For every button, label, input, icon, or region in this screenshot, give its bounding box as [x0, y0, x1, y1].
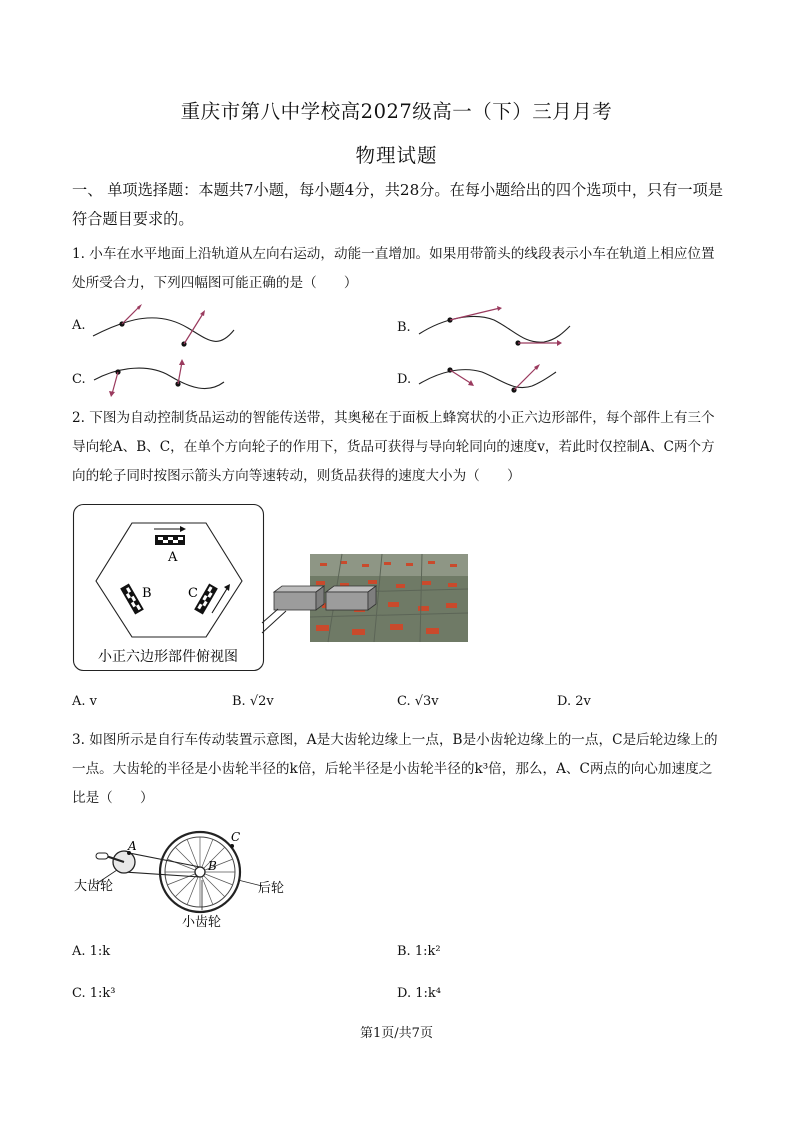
big-sprocket-label: 大齿轮 — [74, 879, 114, 894]
wheel-b-label: B — [142, 586, 152, 601]
q2-figure — [72, 503, 472, 675]
wheel-a — [154, 526, 186, 545]
section-heading: 一、 单项选择题：本题共7小题，每小题4分，共28分。在每小题给出的四个选项中，只有一项是符合题目要求的。 — [72, 181, 723, 228]
q3-option-c: C. 1:k³ — [72, 986, 116, 1001]
wheel-a-label: A — [168, 550, 178, 565]
point-a-label: A — [128, 839, 137, 853]
q3-bicycle-figure — [72, 826, 292, 932]
page-number: 第1页/共7页 — [360, 1026, 433, 1041]
q1-option-c-label: C. — [72, 372, 86, 387]
q1-option-c-diagram — [90, 356, 230, 400]
wheel-c-label: C — [188, 586, 198, 601]
q3-option-d: D. 1:k⁴ — [397, 986, 441, 1001]
question-1-text: 1. 小车在水平地面上沿轨道从左向右运动，动能一直增加。如果用带箭头的线段表示小车在轨道上相应位置处所受合力，下列四幅图可能正确的是（ ） — [72, 246, 715, 291]
rear-wheel-label: 后轮 — [258, 881, 285, 896]
q2-option-c: C. √3v — [397, 694, 439, 709]
figure-caption: 小正六边形部件俯视图 — [98, 649, 238, 665]
exam-title: 重庆市第八中学校高2027级高一（下）三月月考 — [180, 100, 613, 123]
point-c-label: C — [231, 830, 241, 844]
q1-option-d-label: D. — [397, 372, 412, 387]
small-sprocket-label: 小齿轮 — [182, 915, 222, 930]
q1-option-b-label: B. — [397, 320, 411, 335]
question-3-text: 3. 如图所示是自行车传动装置示意图，A是大齿轮边缘上一点，B是小齿轮边缘上的一点，C是后轮边缘上的一点。大齿轮的半径是小齿轮半径的k倍，后轮半径是小齿轮半径的k³倍，那么，A、C两点的向心加速度之比是（ ） — [72, 732, 718, 806]
q3-option-b: B. 1:k² — [397, 944, 441, 959]
q1-option-a-label: A. — [72, 318, 86, 333]
q1-option-d-diagram — [414, 358, 560, 398]
callout-line-2 — [262, 611, 286, 633]
q1-option-a-diagram — [88, 298, 238, 356]
q2-option-d: D. 2v — [557, 694, 591, 709]
point-b-label: B — [208, 859, 217, 873]
question-2-text: 2. 下图为自动控制货品运动的智能传送带，其奥秘在于面板上蜂窝状的小正六边形部件，每个部件上有三个导向轮A、B、C，在单个方向轮子的作用下，货品可获得与导向轮同向的速度v，若此时仅控制A、C两个方向的轮子同时按图示箭头方向等速转动，则货品获得的速度大小为（ ） — [72, 410, 715, 484]
q2-option-b: B. √2v — [232, 694, 274, 709]
q3-option-a: A. 1:k — [72, 944, 111, 959]
q1-option-b-diagram — [414, 306, 574, 354]
q2-option-a: A. v — [72, 694, 97, 709]
exam-subtitle: 物理试题 — [355, 144, 438, 167]
